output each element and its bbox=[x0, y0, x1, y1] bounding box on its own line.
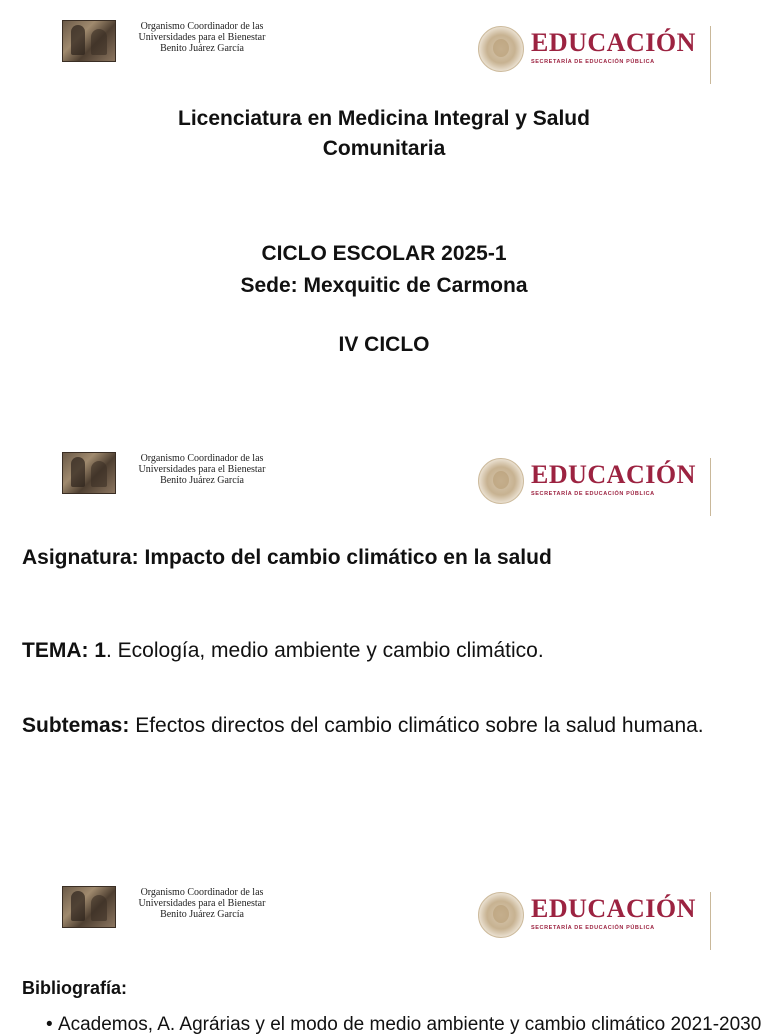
org-logo-icon bbox=[62, 886, 116, 928]
education-logo: EDUCACIÓN bbox=[531, 460, 696, 489]
subtemas-line: Subtemas: Efectos directos del cambio climático sobre la salud humana. bbox=[22, 714, 704, 737]
education-logo: EDUCACIÓN bbox=[531, 28, 696, 57]
seal-icon bbox=[478, 26, 524, 72]
header-1 bbox=[0, 14, 768, 84]
org-name: Organismo Coordinador de las Universidades para el Bienestar Benito Juárez García bbox=[138, 21, 266, 54]
divider bbox=[710, 26, 711, 84]
education-logo: EDUCACIÓN bbox=[531, 894, 696, 923]
cycle-block: CICLO ESCOLAR 2025-1 Sede: Mexquitic de Carmona bbox=[240, 242, 528, 297]
tema-line: TEMA: 1. Ecología, medio ambiente y cambio climático. bbox=[22, 639, 544, 662]
org-name: Organismo Coordinador de las Universidades para el Bienestar Benito Juárez García bbox=[138, 453, 266, 486]
divider bbox=[710, 892, 711, 950]
education-subtitle: SECRETARÍA DE EDUCACIÓN PÚBLICA bbox=[531, 491, 655, 497]
education-subtitle: SECRETARÍA DE EDUCACIÓN PÚBLICA bbox=[531, 59, 655, 65]
org-logo-icon bbox=[62, 20, 116, 62]
header-2 bbox=[0, 446, 768, 516]
subject-heading: Asignatura: Impacto del cambio climático en la salud bbox=[22, 546, 552, 569]
seal-icon bbox=[478, 892, 524, 938]
bullet: • bbox=[46, 1014, 58, 1035]
header-3 bbox=[0, 880, 768, 950]
org-name: Organismo Coordinador de las Universidades para el Bienestar Benito Juárez García bbox=[138, 887, 266, 920]
education-subtitle: SECRETARÍA DE EDUCACIÓN PÚBLICA bbox=[531, 925, 655, 931]
semester: IV CICLO bbox=[338, 333, 430, 356]
divider bbox=[710, 458, 711, 516]
program-title: Licenciatura en Medicina Integral y Salud Comunitaria bbox=[178, 107, 590, 160]
bibliography-heading: Bibliografía: bbox=[22, 978, 128, 998]
org-logo-icon bbox=[62, 452, 116, 494]
seal-icon bbox=[478, 458, 524, 504]
bibliography-entry: • Academos, A. Agrárias y el modo de medio ambiente y cambio climático 2021-2030 bbox=[46, 1014, 762, 1035]
